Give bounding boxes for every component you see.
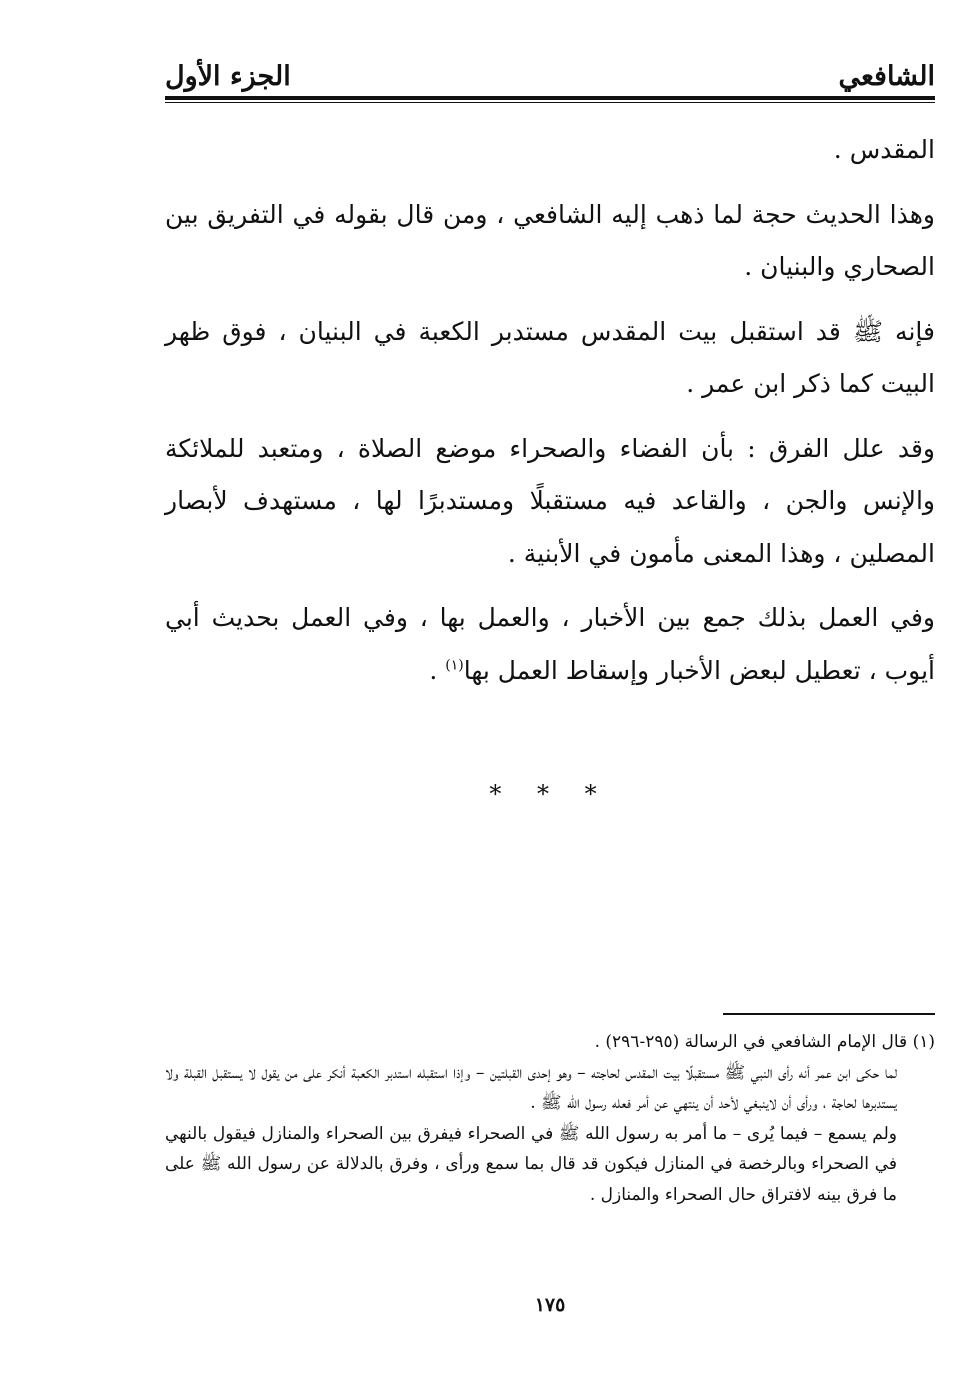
footnote-1-heading: (١) قال الإمام الشافعي في الرسالة (٢٩٥-٢٩٦) . <box>594 1032 935 1052</box>
footnote-marker[interactable]: (١) <box>445 657 464 674</box>
paragraph-2: وهذا الحديث حجة لما ذهب إليه الشافعي ، ومن قال بقوله في التفريق بين الصحاري والبنيان . <box>165 199 935 281</box>
header-book-title: الشافعي <box>838 61 935 92</box>
header-volume-title: الجزء الأول <box>165 61 291 92</box>
paragraph-5 <box>165 592 935 697</box>
footnote-rule <box>723 1013 935 1015</box>
paragraph-5-text: وفي العمل بذلك جمع بين الأخبار ، والعمل بها ، وفي العمل بحديث أبي أيوب ، تعطيل لبعض الأخبار وإسقاط العمل بها <box>165 603 935 685</box>
header-rule-thick <box>165 96 935 100</box>
paragraph-4: وقد علل الفرق : بأن الفضاء والصحراء موضع الصلاة ، ومتعبد للملائكة والإنس والجن ، والقاعد فيه مستقبلًا ومستدبرًا لها ، مستهدف لأبصار المصلين ، وهذا المعنى مأمون في الأبنية . <box>165 433 935 568</box>
section-separator: * * * <box>489 780 611 808</box>
paragraph-3: فإنه ﷺ قد استقبل بيت المقدس مستدبر الكعبة في البنيان ، فوق ظهر البيت كما ذكر ابن عمر . <box>165 316 935 398</box>
paragraph-5-end: . <box>429 655 446 685</box>
paragraph-1: المقدس . <box>833 135 935 164</box>
footnote-1-paragraph-1: لما حكى ابن عمر أنه رأى النبي ﷺ مستقبلًا بيت المقدس لحاجته – وهو إحدى القبلتين – وإذا استقبله استدبر الكعبة أنكر على من يقول لا يستقبل القبلة ولا يستدبرها لحاجة ، ورأى أن لاينبغي لأحد أن ينتهي عن أمر فعله رسول الله ﷺ . <box>165 1062 897 1113</box>
footnote-1-paragraph-2: ولم يسمع – فيما يُرى – ما أمر به رسول الله ﷺ في الصحراء فيفرق بين الصحراء والمنازل فيقول بالنهي في الصحراء وبالرخصة في المنازل فيكون قد قال بما سمع ورأى ، وفرق بالدلالة عن رسول الله ﷺ على ما فرق بينه لافتراق حال الصحراء والمنازل . <box>165 1123 897 1205</box>
page-number: ١٧٥ <box>534 1294 566 1316</box>
footnotes <box>165 1027 935 1210</box>
header-rule-thin <box>165 102 935 103</box>
main-text <box>165 124 935 709</box>
running-header <box>165 48 935 92</box>
